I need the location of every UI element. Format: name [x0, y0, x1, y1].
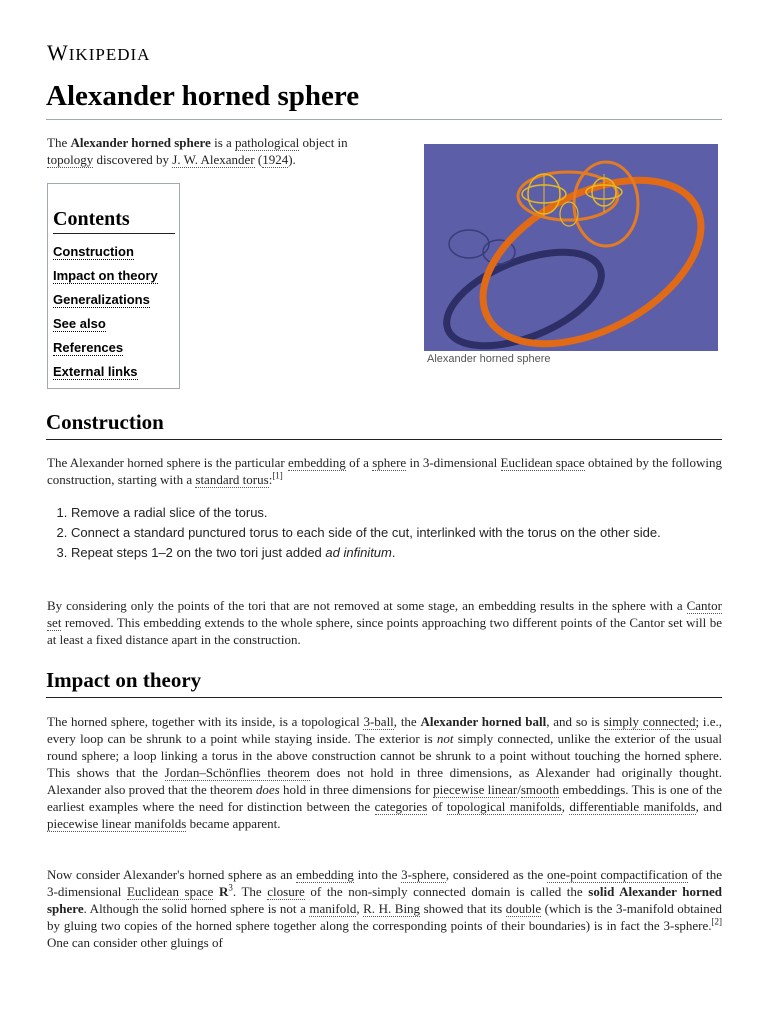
- table-of-contents: [47, 183, 180, 389]
- wikipedia-logo[interactable]: [47, 40, 150, 66]
- page-title: Alexander horned sphere: [46, 78, 722, 120]
- link-closure[interactable]: closure: [267, 884, 305, 899]
- body-text: . Although the solid horned sphere is not a: [83, 901, 310, 916]
- step-item: 1. Remove a radial slice of the torus.: [71, 505, 746, 521]
- link-3-sphere[interactable]: 3-sphere: [401, 867, 446, 882]
- impact-paragraph-1: [47, 713, 722, 832]
- intro-text: discovered by: [93, 152, 173, 167]
- step-text: .: [391, 545, 396, 560]
- body-text: of a: [345, 455, 373, 470]
- bold-R: R: [219, 884, 229, 899]
- image-caption: Alexander horned sphere: [427, 353, 551, 365]
- heading-impact-on-theory: Impact on theory: [46, 666, 722, 698]
- link-embedding-2[interactable]: embedding: [296, 867, 354, 882]
- toc-item-impact[interactable]: [53, 264, 175, 288]
- link-cantor-set[interactable]: Cantor set: [47, 598, 722, 630]
- toc-list: [52, 240, 175, 384]
- link-differentiable-manifolds[interactable]: differentiable manifolds: [569, 799, 696, 814]
- toc-item-external-links[interactable]: [53, 360, 175, 384]
- body-text: One can consider other gluings of: [47, 935, 223, 950]
- construction-paragraph: [47, 454, 722, 488]
- body-text: obtained by the following construction, starting with a: [47, 455, 722, 487]
- body-text: hold in three dimensions for: [279, 782, 434, 797]
- link-simply-connected[interactable]: simply connected: [603, 714, 696, 729]
- horned-sphere-illustration: [424, 144, 718, 351]
- cantor-paragraph: [47, 597, 722, 648]
- intro-paragraph: [47, 134, 397, 168]
- bold-term: solid Alexander horned sphere: [47, 884, 723, 916]
- intro-text: The: [47, 135, 71, 150]
- body-text: Now consider Alexander's horned sphere as an: [47, 867, 297, 882]
- italic-term: not: [436, 731, 454, 746]
- toc-item-label: Generalizations: [53, 292, 150, 307]
- reference-2[interactable]: [2]: [711, 916, 722, 927]
- toc-item-see-also[interactable]: [53, 312, 175, 336]
- reference-1[interactable]: [1]: [272, 470, 283, 481]
- step-item: [71, 545, 746, 561]
- toc-item-label: External links: [53, 364, 138, 379]
- link-categories[interactable]: categories: [374, 799, 428, 814]
- body-text: removed. This embedding extends to the whole sphere, since points approaching two different points of the Cantor set will be at least a fixed distance apart in the construction.: [47, 615, 722, 647]
- intro-text: object in: [299, 135, 348, 150]
- link-euclidean-space-2[interactable]: Euclidean space: [126, 884, 214, 899]
- body-text: :: [268, 472, 273, 487]
- logo-rest: IKIPEDIA: [68, 45, 151, 64]
- toc-item-references[interactable]: [53, 336, 175, 360]
- link-standard-torus[interactable]: standard torus: [195, 472, 269, 487]
- body-text: of the 3-dimensional: [47, 867, 722, 899]
- body-text: By considering only the points of the tori that are not removed at some stage, an embedding results in the sphere with a: [47, 598, 687, 613]
- link-topological-manifolds[interactable]: topological manifolds: [446, 799, 562, 814]
- logo-first-letter: W: [47, 40, 69, 65]
- step-italic: ad infinitum: [325, 545, 392, 560]
- link-alexander[interactable]: J. W. Alexander: [172, 152, 255, 167]
- toc-item-label: Construction: [53, 244, 134, 259]
- intro-bold-term: Alexander horned sphere: [70, 135, 211, 150]
- link-double[interactable]: double: [505, 901, 542, 916]
- body-text: , and: [695, 799, 722, 814]
- body-text: ,: [561, 799, 570, 814]
- body-text: , the: [393, 714, 421, 729]
- step-text: Repeat steps 1–2 on the two tori just added: [71, 545, 326, 560]
- body-text: The horned sphere, together with its inside, is a topological: [47, 714, 364, 729]
- link-smooth[interactable]: smooth: [520, 782, 560, 797]
- toc-title: Contents: [53, 208, 175, 234]
- intro-text: ).: [288, 152, 296, 167]
- link-embedding[interactable]: embedding: [288, 455, 346, 470]
- body-text: The Alexander horned sphere is the particular: [47, 455, 289, 470]
- horned-sphere-image[interactable]: [424, 144, 718, 351]
- impact-paragraph-2: [47, 866, 722, 951]
- link-jordan-schoenflies[interactable]: Jordan–Schönflies theorem: [164, 765, 310, 780]
- link-manifold[interactable]: manifold: [309, 901, 357, 916]
- body-text: (which is the 3-manifold obtained by gluing two copies of the horned sphere together along the corresponding points of their boundaries) is in fact the 3-sphere.: [47, 901, 723, 933]
- toc-item-label: References: [53, 340, 124, 355]
- link-pathological[interactable]: pathological: [235, 135, 300, 150]
- intro-text: is a: [210, 135, 236, 150]
- link-3-ball[interactable]: 3-ball: [363, 714, 394, 729]
- body-text: of the non-simply connected domain is called the: [304, 884, 589, 899]
- superscript-3: 3: [228, 882, 233, 893]
- link-topology[interactable]: topology: [47, 152, 94, 167]
- body-text: /: [517, 782, 521, 797]
- link-euclidean-space[interactable]: Euclidean space: [500, 455, 585, 470]
- body-text: into the: [353, 867, 402, 882]
- link-one-point-compactification[interactable]: one-point compactification: [547, 867, 688, 882]
- body-text: does not hold in three dimensions, as Alexander had originally thought. Alexander also proved that the theorem: [47, 765, 722, 797]
- link-1924[interactable]: 1924: [262, 152, 289, 167]
- body-text: showed that its: [420, 901, 506, 916]
- body-text: became apparent.: [186, 816, 281, 831]
- bold-term: Alexander horned ball: [420, 714, 547, 729]
- italic-term: does: [255, 782, 280, 797]
- body-text: ; i.e., every loop can be shrunk to a point while staying inside. The exterior is: [47, 714, 723, 746]
- link-piecewise-linear[interactable]: piecewise linear: [433, 782, 518, 797]
- heading-construction: Construction: [46, 408, 722, 440]
- link-sphere[interactable]: sphere: [372, 455, 407, 470]
- link-pl-manifolds[interactable]: piecewise linear manifolds: [47, 816, 187, 831]
- link-rh-bing[interactable]: R. H. Bing: [363, 901, 421, 916]
- body-text: . The: [232, 884, 268, 899]
- construction-steps: [47, 505, 746, 565]
- toc-item-construction[interactable]: [53, 240, 175, 264]
- toc-item-label: See also: [53, 316, 106, 331]
- body-text: embeddings. This is one of the earliest examples where the need for distinction between the: [47, 782, 723, 814]
- toc-item-generalizations[interactable]: [53, 288, 175, 312]
- body-text: ,: [356, 901, 364, 916]
- body-text: of: [427, 799, 447, 814]
- step-item: 2. Connect a standard punctured torus to each side of the cut, interlinked with the torus on the other side.: [71, 525, 746, 541]
- body-text: in 3-dimensional: [406, 455, 501, 470]
- toc-item-label: Impact on theory: [53, 268, 158, 283]
- body-text: , and so is: [546, 714, 604, 729]
- body-text: , considered as the: [445, 867, 547, 882]
- body-text: simply connected, unlike the exterior of the usual round sphere; a loop linking a torus in the above construction cannot be shrunk to a point without touching the horned sphere. This shows that the: [47, 731, 722, 780]
- intro-text: (: [254, 152, 263, 167]
